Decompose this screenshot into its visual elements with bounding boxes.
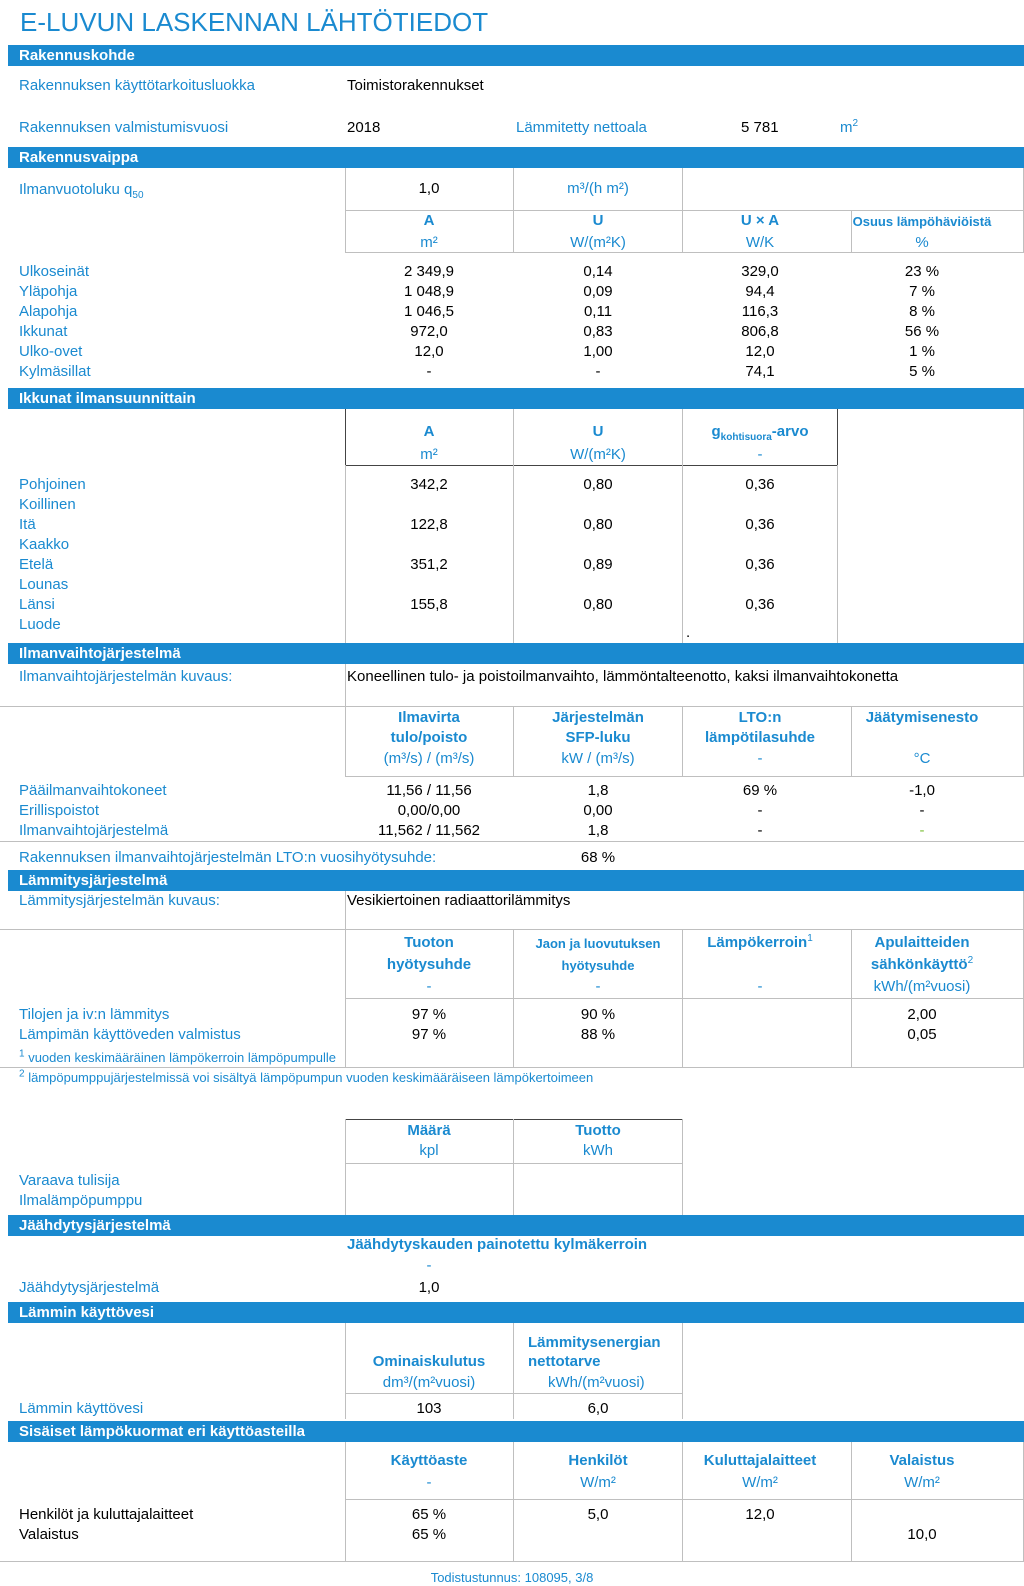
iv-h4a: Jäätymisenesto xyxy=(865,709,979,726)
lam-u2: - xyxy=(595,978,601,995)
vaippa-row-name: Alapohja xyxy=(19,303,78,320)
iv-row-v3: - xyxy=(757,802,763,819)
iv-row-name: Ilmanvaihtojärjestelmä xyxy=(19,822,169,839)
iv-row-v1: 11,56 / 11,56 xyxy=(386,782,472,799)
section-kuormat: Sisäiset lämpökuormat eri käyttöasteilla xyxy=(8,1421,1024,1442)
section-ilmanvaihto: Ilmanvaihtojärjestelmä xyxy=(8,643,1024,664)
ku-h4: Valaistus xyxy=(889,1452,955,1469)
section-ikkunat: Ikkunat ilmansuunnittain xyxy=(8,388,1024,409)
vaippa-row-u: - xyxy=(595,363,601,380)
t2-h2: Tuotto xyxy=(575,1122,621,1139)
jaa-row: Jäähdytysjärjestelmä xyxy=(19,1279,160,1296)
iv-row-v4: - xyxy=(919,822,925,839)
vaippa-u-u: W/(m²K) xyxy=(570,234,626,251)
kv-h2a: Lämmitysenergian xyxy=(528,1334,661,1351)
ikkuna-dot: . xyxy=(686,624,691,641)
t2-row-ilp: Ilmalämpöpumppu xyxy=(19,1192,143,1209)
vaippa-h-u: U xyxy=(592,212,604,229)
lam-kuvaus-value: Vesikiertoinen radiaattorilämmitys xyxy=(347,892,571,909)
lam-row-name: Lämpimän käyttöveden valmistus xyxy=(19,1026,241,1043)
lam-h4a: Apulaitteiden xyxy=(874,934,970,951)
vaippa-row-a: 1 048,9 xyxy=(403,283,455,300)
vaippa-row-osuus: 8 % xyxy=(909,303,935,320)
vaippa-row-a: 2 349,9 xyxy=(403,263,455,280)
iv-row-v2: 1,8 xyxy=(587,782,609,799)
ku-u4: W/m² xyxy=(904,1474,940,1491)
lam-kuvaus-label: Lämmitysjärjestelmän kuvaus: xyxy=(19,892,220,909)
kv-u2: kWh/(m²vuosi) xyxy=(548,1374,645,1391)
ikkuna-row-name: Itä xyxy=(19,516,36,533)
ku-row-v2: 5,0 xyxy=(587,1506,609,1523)
vaippa-row-ua: 329,0 xyxy=(741,263,779,280)
q50-label: Ilmanvuotoluku $q_{50}$ xyxy=(19,181,144,201)
ikkuna-row-a: 342,2 xyxy=(410,476,448,493)
iv-row-v4: - xyxy=(919,802,925,819)
vaippa-row-osuus: 23 % xyxy=(904,263,940,280)
iv-h3a: LTO:n xyxy=(738,709,782,726)
iv-row-v2: 1,8 xyxy=(587,822,609,839)
vaippa-row-u: 0,09 xyxy=(583,283,613,300)
lam-h1a: Tuoton xyxy=(404,934,454,951)
lam-row-name: Tilojen ja iv:n lämmitys xyxy=(19,1006,170,1023)
ikkuna-row-name: Kaakko xyxy=(19,536,70,553)
section-kayttovesi: Lämmin käyttövesi xyxy=(8,1302,1024,1323)
lam-row-v4: 2,00 xyxy=(907,1006,937,1023)
lto-label: Rakennuksen ilmanvaihtojärjestelmän LTO:n vuosihyötysuhde: xyxy=(19,849,437,866)
vaippa-row-name: Ikkunat xyxy=(19,323,68,340)
vaippa-row-u: 0,14 xyxy=(583,263,613,280)
ikkuna-row-name: Koillinen xyxy=(19,496,76,513)
iv-h1a: Ilmavirta xyxy=(398,709,460,726)
iv-h3b: lämpötilasuhde xyxy=(704,729,816,746)
lto-value: 68 % xyxy=(580,849,616,866)
vaippa-row-osuus: 56 % xyxy=(904,323,940,340)
ikkuna-u-u: W/(m²K) xyxy=(570,446,626,463)
section-rakennuskohde: Rakennuskohde xyxy=(8,45,1024,66)
ikkuna-row-name: Etelä xyxy=(19,556,54,573)
vaippa-u-osuus: % xyxy=(915,234,929,251)
iv-h2b: SFP-luku xyxy=(565,729,631,746)
lam-row-v2: 90 % xyxy=(580,1006,616,1023)
vaippa-row-a: 12,0 xyxy=(414,343,444,360)
lam-u1: - xyxy=(426,978,432,995)
vaippa-row-a: 1 046,5 xyxy=(403,303,455,320)
jaa-value: 1,0 xyxy=(418,1279,440,1296)
ala-value: 5 781 xyxy=(741,119,779,136)
ikkuna-h-g: $g_{kohtisuora}$-arvo xyxy=(711,423,809,443)
t2-h1: Määrä xyxy=(407,1122,451,1139)
iv-row-v3: - xyxy=(757,822,763,839)
jaa-header: Jäähdytyskauden painotettu kylmäkerroin xyxy=(347,1236,648,1253)
iv-row-v1: 11,562 / 11,562 xyxy=(377,822,481,839)
vaippa-row-a: - xyxy=(426,363,432,380)
vaippa-row-u: 0,11 xyxy=(583,303,613,320)
t2-u2: kWh xyxy=(583,1142,613,1159)
ku-h3: Kuluttajalaitteet xyxy=(703,1452,817,1469)
iv-u1: (m³/s) / (m³/s) xyxy=(383,750,475,767)
footer-todistustunnus: Todistustunnus: 108095, 3/8 xyxy=(430,1570,594,1585)
iv-h2a: Järjestelmän xyxy=(552,709,644,726)
ikkuna-row-g: 0,36 xyxy=(745,516,775,533)
ikkuna-row-name: Luode xyxy=(19,616,61,633)
iv-row-name: Pääilmanvaihtokoneet xyxy=(19,782,167,799)
vaippa-h-osuus: Osuus lämpöhäviöistä xyxy=(852,214,992,229)
ikkuna-row-u: 0,80 xyxy=(583,596,613,613)
iv-u4: °C xyxy=(913,750,931,767)
kv-u1: dm³/(m²vuosi) xyxy=(382,1374,476,1391)
ku-row-name: Henkilöt ja kuluttajalaitteet xyxy=(19,1506,194,1523)
ikkuna-h-u: U xyxy=(592,423,604,440)
ikkuna-row-u: 0,89 xyxy=(583,556,613,573)
ikkuna-row-name: Lounas xyxy=(19,576,69,593)
lam-row-v2: 88 % xyxy=(580,1026,616,1043)
ikkuna-h-a: A xyxy=(423,423,435,440)
lam-h1b: hyötysuhde xyxy=(386,956,472,973)
kaytto-value: Toimistorakennukset xyxy=(347,77,484,94)
lam-row-v4: 0,05 xyxy=(907,1026,937,1043)
section-jaahdytys: Jäähdytysjärjestelmä xyxy=(8,1215,1024,1236)
vaippa-row-ua: 116,3 xyxy=(741,303,779,320)
ikkuna-row-u: 0,80 xyxy=(583,476,613,493)
lam-h3a: Lämpökerroin$^1$ xyxy=(707,933,813,951)
vaippa-row-osuus: 7 % xyxy=(909,283,935,300)
iv-row-v4: -1,0 xyxy=(909,782,935,799)
ikkuna-row-a: 155,8 xyxy=(410,596,448,613)
q50-unit: m³/(h m²) xyxy=(567,180,629,197)
ku-row-v1: 65 % xyxy=(411,1506,447,1523)
vaippa-row-ua: 12,0 xyxy=(745,343,775,360)
vaippa-h-a: A xyxy=(423,212,435,229)
lam-note1: $^1$ vuoden keskimääräinen lämpökerroin lämpöpumpulle xyxy=(19,1048,337,1065)
vaippa-row-ua: 94,4 xyxy=(745,283,775,300)
vaippa-row-osuus: 1 % xyxy=(909,343,935,360)
vaippa-u-ua: W/K xyxy=(745,234,775,251)
section-lammitys: Lämmitysjärjestelmä xyxy=(8,870,1024,891)
iv-u3: - xyxy=(757,750,763,767)
ku-row-v4: 10,0 xyxy=(907,1526,937,1543)
kv-v1: 103 xyxy=(416,1400,442,1417)
ku-h2: Henkilöt xyxy=(568,1452,628,1469)
page-title: E-LUVUN LASKENNAN LÄHTÖTIEDOT xyxy=(20,7,489,37)
iv-row-name: Erillispoistot xyxy=(19,802,100,819)
ala-unit: $m^2$ xyxy=(840,118,859,136)
t2-row-tulisija: Varaava tulisija xyxy=(19,1172,120,1189)
iv-row-v3: 69 % xyxy=(742,782,778,799)
vaippa-row-u: 0,83 xyxy=(583,323,613,340)
lam-u3: - xyxy=(757,978,763,995)
ku-row-name: Valaistus xyxy=(19,1526,79,1543)
ku-row-v3: 12,0 xyxy=(745,1506,775,1523)
kv-h1: Ominaiskulutus xyxy=(372,1353,486,1370)
kv-row: Lämmin käyttövesi xyxy=(19,1400,144,1417)
iv-row-v2: 0,00 xyxy=(583,802,613,819)
vaippa-row-u: 1,00 xyxy=(583,343,613,360)
vaippa-row-ua: 806,8 xyxy=(741,323,779,340)
ikkuna-row-u: 0,80 xyxy=(583,516,613,533)
ikkuna-row-a: 351,2 xyxy=(410,556,448,573)
ku-u3: W/m² xyxy=(742,1474,778,1491)
ikkuna-row-name: Länsi xyxy=(19,596,55,613)
ku-u1: - xyxy=(426,1474,432,1491)
q50-value: 1,0 xyxy=(418,180,440,197)
ikkuna-row-name: Pohjoinen xyxy=(19,476,86,493)
ku-u2: W/m² xyxy=(580,1474,616,1491)
ikkuna-u-a: m² xyxy=(420,446,438,463)
vaippa-u-a: m² xyxy=(420,234,438,251)
lam-row-v1: 97 % xyxy=(411,1006,447,1023)
lam-h2b: hyötysuhde xyxy=(561,958,635,973)
ku-h1: Käyttöaste xyxy=(390,1452,468,1469)
ikkuna-row-g: 0,36 xyxy=(745,596,775,613)
lam-h4b: sähkönkäyttö$^2$ xyxy=(870,955,974,973)
kaytto-label: Rakennuksen käyttötarkoitusluokka xyxy=(19,77,255,94)
vaippa-row-name: Kylmäsillat xyxy=(19,363,91,380)
t2-u1: kpl xyxy=(419,1142,439,1159)
lam-h2a: Jaon ja luovutuksen xyxy=(535,936,661,951)
kv-h2b: nettotarve xyxy=(528,1353,601,1370)
vuosi-value: 2018 xyxy=(347,119,381,136)
kv-v2: 6,0 xyxy=(587,1400,609,1417)
vaippa-row-ua: 74,1 xyxy=(745,363,775,380)
ikkuna-u-g: - xyxy=(757,446,763,463)
iv-kuvaus-label: Ilmanvaihtojärjestelmän kuvaus: xyxy=(19,668,233,685)
lam-row-v1: 97 % xyxy=(411,1026,447,1043)
vaippa-row-name: Yläpohja xyxy=(19,283,78,300)
lam-note2: $^2$ lämpöpumppujärjestelmissä voi sisältyä lämpöpumpun vuoden keskimääräiseen lämpökertoimeen xyxy=(19,1068,594,1085)
jaa-unit: - xyxy=(426,1257,432,1274)
vaippa-row-name: Ulko-ovet xyxy=(19,343,83,360)
ala-label: Lämmitetty nettoala xyxy=(516,119,647,136)
vaippa-row-a: 972,0 xyxy=(410,323,448,340)
ikkuna-row-g: 0,36 xyxy=(745,556,775,573)
iv-h1b: tulo/poisto xyxy=(390,729,468,746)
iv-row-v1: 0,00/0,00 xyxy=(397,802,461,819)
vaippa-h-ua: U × A xyxy=(740,212,780,229)
iv-u2: kW / (m³/s) xyxy=(561,750,635,767)
lam-u4: kWh/(m²vuosi) xyxy=(873,978,971,995)
ikkuna-row-a: 122,8 xyxy=(410,516,448,533)
vuosi-label: Rakennuksen valmistumisvuosi xyxy=(19,119,229,136)
ku-row-v1: 65 % xyxy=(411,1526,447,1543)
vaippa-row-osuus: 5 % xyxy=(909,363,935,380)
vaippa-row-name: Ulkoseinät xyxy=(19,263,90,280)
iv-kuvaus-value: Koneellinen tulo- ja poistoilmanvaihto, lämmöntalteenotto, kaksi ilmanvaihtokonetta xyxy=(347,668,899,685)
section-rakennusvaippa: Rakennusvaippa xyxy=(8,147,1024,168)
ikkuna-row-g: 0,36 xyxy=(745,476,775,493)
